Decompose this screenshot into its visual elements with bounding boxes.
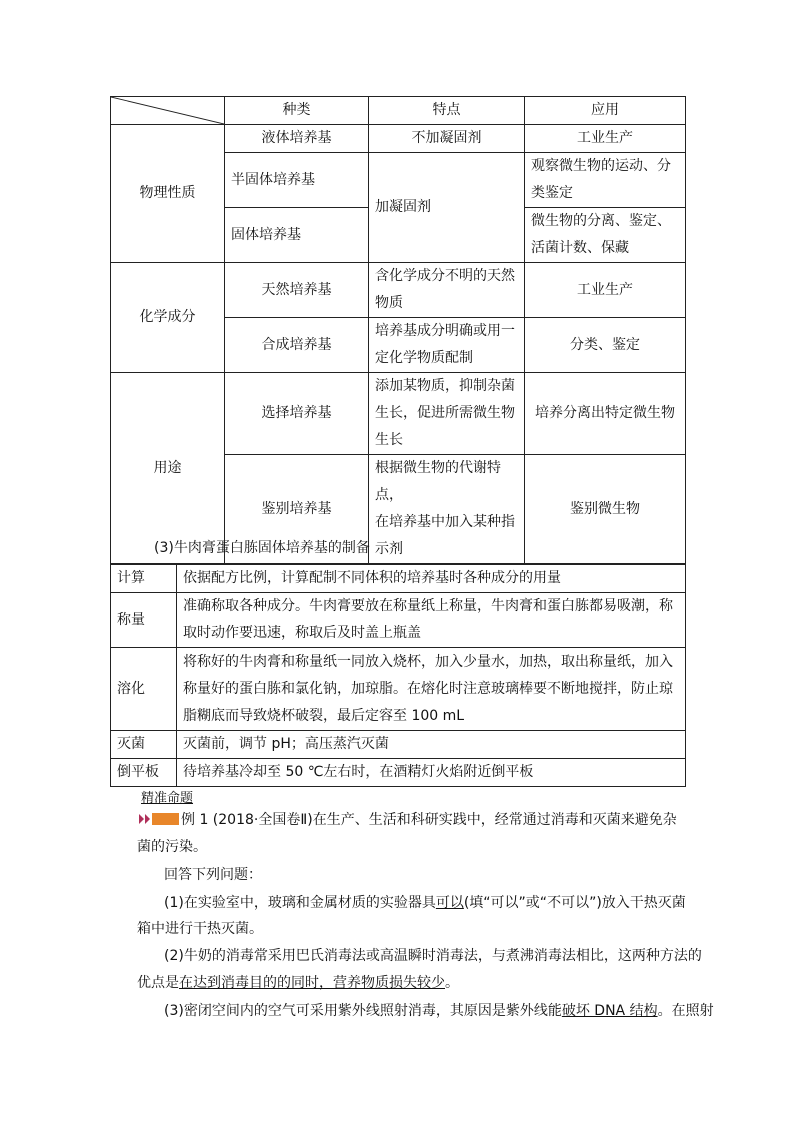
answer-2: 在达到消毒目的的同时，营养物质损失较少	[179, 975, 445, 991]
use-semisolid: 观察微生物的运动、分 类鉴定	[525, 153, 686, 208]
kind-differential: 鉴别培养基	[225, 455, 369, 564]
example-intro-line2: 菌的污染。	[137, 839, 207, 855]
group-chemical: 化学成分	[111, 263, 225, 373]
example-prompt: 回答下列问题：	[164, 867, 262, 883]
group-physical: 物理性质	[111, 125, 225, 263]
question-1-line1: (1)在实验室中，玻璃和金属材质的实验器具可以(填“可以”或“不可以”)放入干热灭菌	[164, 895, 686, 911]
example-marker-icon	[139, 812, 179, 826]
use-liquid: 工业生产	[525, 125, 686, 153]
kind-synthetic: 合成培养基	[225, 318, 369, 373]
step-calculate-desc: 依据配方比例，计算配制不同体积的培养基时各种成分的用量	[177, 565, 686, 593]
step-sterilize-desc: 灭菌前，调节 pH；高压蒸汽灭菌	[177, 731, 686, 759]
step-sterilize: 灭菌	[111, 731, 177, 759]
preparation-steps-table	[110, 564, 686, 787]
kind-natural: 天然培养基	[225, 263, 369, 318]
subheading: (3)牛肉膏蛋白胨固体培养基的制备	[154, 540, 370, 556]
diagonal-line	[111, 97, 224, 124]
question-1-line2: 箱中进行干热灭菌。	[137, 921, 263, 937]
step-weigh: 称量	[111, 593, 177, 648]
use-solid: 微生物的分离、鉴定、 活菌计数、保藏	[525, 208, 686, 263]
step-pour-plate-desc: 待培养基冷却至 50 ℃左右时，在酒精灯火焰附近倒平板	[177, 759, 686, 787]
kind-solid: 固体培养基	[225, 208, 369, 263]
feature-solid-agent: 加凝固剂	[369, 153, 525, 263]
feature-differential: 根据微生物的代谢特点， 在培养基中加入某种指 示剂	[369, 455, 525, 564]
step-dissolve-desc: 将称好的牛肉膏和称量纸一同放入烧杯，加入少量水，加热，取出称量纸，加入 称量好的蛋白胨和氯化钠，加琼脂。在熔化时注意玻璃棒要不断地搅拌，防止琼 脂糊底而导致烧杯破裂，最后定容至 100 mL	[177, 648, 686, 731]
question-2-line2: 优点是在达到消毒目的的同时，营养物质损失较少。	[137, 975, 459, 991]
header-use: 应用	[525, 97, 686, 125]
use-selective: 培养分离出特定微生物	[525, 373, 686, 455]
section-title: 精准命题	[141, 791, 194, 806]
group-purpose: 用途	[111, 373, 225, 564]
medium-classification-table	[110, 96, 686, 564]
example-intro-line1: 例 1 (2018·全国卷Ⅱ)在生产、生活和科研实践中，经常通过消毒和灭菌来避免杂	[181, 812, 677, 828]
answer-1: 可以	[435, 895, 464, 911]
kind-semisolid: 半固体培养基	[225, 153, 369, 208]
header-kind: 种类	[225, 97, 369, 125]
step-weigh-desc: 准确称取各种成分。牛肉膏要放在称量纸上称量，牛肉膏和蛋白胨都易吸潮，称 取时动作要迅速，称取后及时盖上瓶盖	[177, 593, 686, 648]
step-dissolve: 溶化	[111, 648, 177, 731]
kind-selective: 选择培养基	[225, 373, 369, 455]
feature-natural: 含化学成分不明的天然 物质	[369, 263, 525, 318]
header-feature: 特点	[369, 97, 525, 125]
use-differential: 鉴别微生物	[525, 455, 686, 564]
feature-liquid: 不加凝固剂	[369, 125, 525, 153]
diagonal-header-cell	[111, 97, 225, 125]
feature-synthetic: 培养基成分明确或用一 定化学物质配制	[369, 318, 525, 373]
feature-selective: 添加某物质，抑制杂菌 生长，促进所需微生物 生长	[369, 373, 525, 455]
use-synthetic: 分类、鉴定	[525, 318, 686, 373]
question-2-line1: (2)牛奶的消毒常采用巴氏消毒法或高温瞬时消毒法，与煮沸消毒法相比，这两种方法的	[164, 948, 702, 964]
step-calculate: 计算	[111, 565, 177, 593]
question-3-line1: (3)密闭空间内的空气可采用紫外线照射消毒，其原因是紫外线能破坏 DNA 结构。在照射	[164, 1003, 714, 1019]
step-pour-plate: 倒平板	[111, 759, 177, 787]
kind-liquid: 液体培养基	[225, 125, 369, 153]
use-natural: 工业生产	[525, 263, 686, 318]
answer-3: 破坏 DNA 结构	[561, 1003, 658, 1019]
